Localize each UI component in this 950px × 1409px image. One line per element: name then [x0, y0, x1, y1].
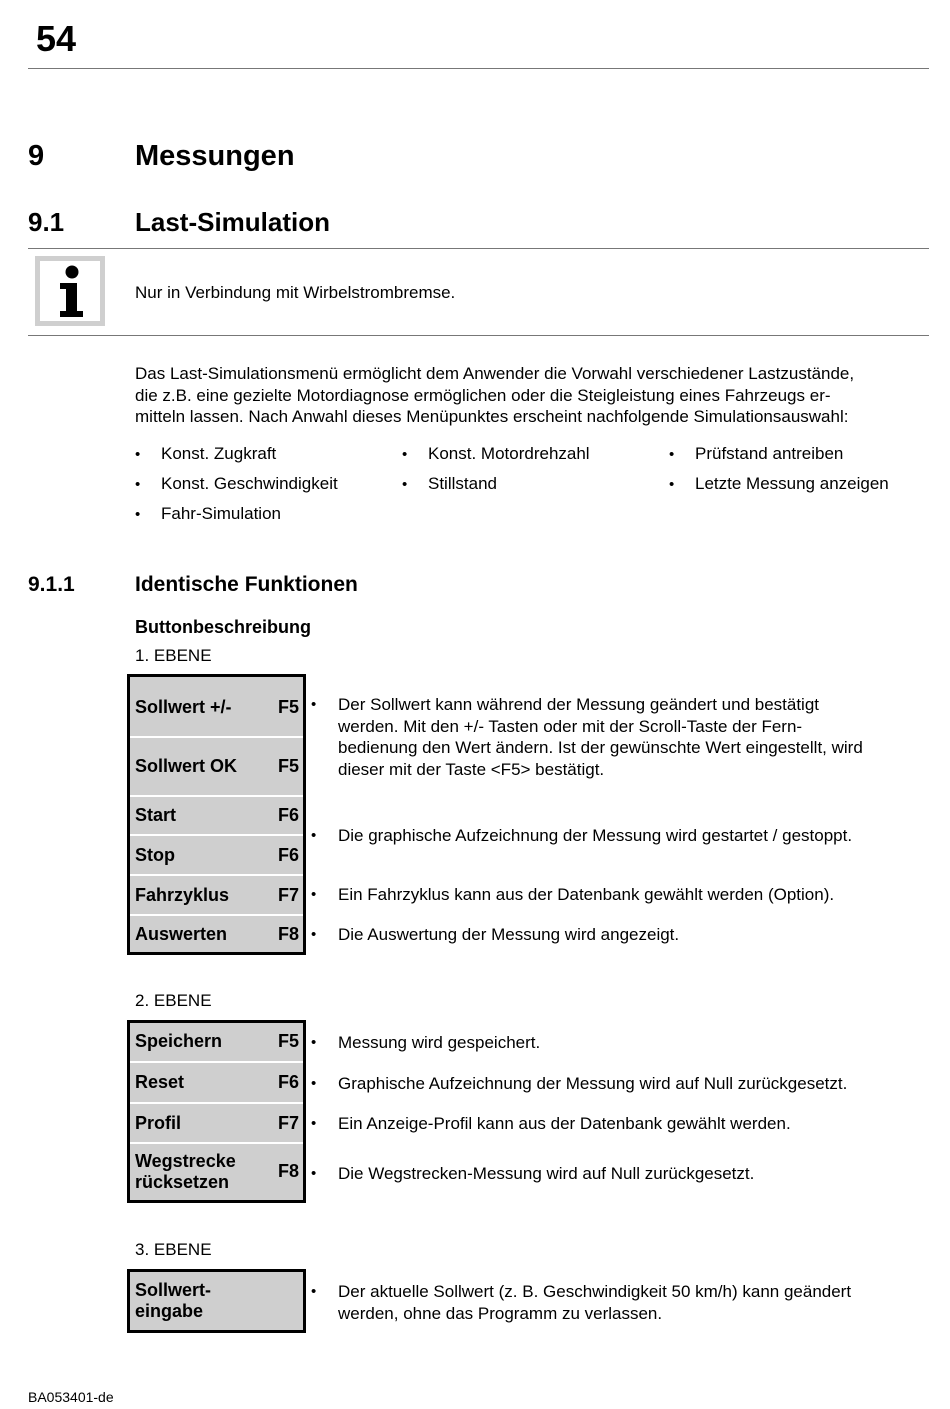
option-item: Konst. Geschwindigkeit — [161, 474, 338, 493]
button-label: Sollwert OK — [135, 756, 238, 776]
button-label: Fahrzyklus — [135, 885, 230, 905]
bullet-icon: • — [402, 476, 408, 493]
button-row — [130, 1104, 303, 1144]
level-label: 2. EBENE — [135, 991, 212, 1010]
section-title: Messungen — [135, 140, 295, 172]
button-label: Start — [135, 805, 177, 825]
function-key: F8 — [277, 924, 299, 944]
button-row — [130, 836, 303, 876]
note-top-rule — [28, 248, 929, 249]
level-label: 3. EBENE — [135, 1240, 212, 1259]
page-number: 54 — [36, 18, 77, 59]
function-key: F5 — [277, 756, 299, 776]
bullet-icon: • — [311, 1115, 317, 1132]
button-label: Wegstrecke rücksetzen — [135, 1151, 236, 1192]
button-row — [130, 1063, 303, 1104]
description: Die Wegstrecken-Messung wird auf Null zurückgesetzt. — [338, 1164, 755, 1183]
level-2-button-table — [127, 1020, 306, 1203]
button-row — [130, 916, 303, 952]
subsection-title: Last-Simulation — [135, 207, 331, 237]
description-line: bedienung den Wert ändern. Ist der gewünschte Wert eingestellt, wird — [338, 738, 863, 757]
header-rule — [28, 68, 929, 69]
intro-line: Das Last-Simulationsmenü ermöglicht dem Anwender die Vorwahl verschiedener Lastzustände, — [135, 364, 855, 383]
section-number: 9 — [28, 140, 45, 172]
button-row — [130, 1144, 303, 1200]
bullet-icon: • — [311, 926, 317, 943]
bullet-icon: • — [311, 886, 317, 903]
note-text: Nur in Verbindung mit Wirbelstrombremse. — [135, 283, 456, 302]
bullet-icon: • — [669, 446, 675, 463]
option-item: Fahr-Simulation — [161, 504, 281, 523]
intro-line: die z.B. eine gezielte Motordiagnose ermöglichen oder die Steigleistung eines Fahrzeugs er- — [135, 385, 831, 405]
bullet-icon: • — [311, 827, 317, 844]
function-key: F6 — [277, 845, 299, 865]
button-label: Stop — [135, 845, 175, 865]
button-row — [130, 1023, 303, 1063]
function-key: F5 — [277, 697, 299, 717]
bullet-icon: • — [135, 506, 141, 523]
bullet-icon: • — [311, 1165, 317, 1182]
option-item: Konst. Motordrehzahl — [428, 444, 590, 463]
option-item: Konst. Zugkraft — [161, 444, 277, 463]
description: Graphische Aufzeichnung der Messung wird auf Null zurückgesetzt. — [338, 1074, 848, 1093]
bullet-icon: • — [135, 476, 141, 493]
intro-line: mitteln lassen. Nach Anwahl dieses Menüpunktes erscheint nachfolgende Simulationsauswahl: — [135, 407, 849, 426]
button-label: Sollwert +/- — [135, 697, 232, 717]
bullet-icon: • — [311, 1075, 317, 1092]
description-line: werden, ohne das Programm zu verlassen. — [338, 1303, 663, 1323]
button-row — [130, 1272, 303, 1330]
function-key: F8 — [277, 1161, 299, 1181]
function-key: F6 — [277, 1072, 299, 1092]
level-1-button-table — [127, 674, 306, 955]
bullet-icon: • — [311, 1283, 317, 1300]
description-line: Der aktuelle Sollwert (z. B. Geschwindigkeit 50 km/h) kann geändert — [338, 1282, 852, 1301]
description: Die graphische Aufzeichnung der Messung wird gestartet / gestoppt. — [338, 826, 853, 845]
note-bottom-rule — [28, 335, 929, 336]
button-row — [130, 876, 303, 916]
info-icon — [35, 256, 105, 326]
description — [338, 694, 928, 780]
option-item: Prüfstand antreiben — [695, 444, 844, 463]
button-label: Sollwert- eingabe — [135, 1280, 212, 1321]
description: Messung wird gespeichert. — [338, 1033, 541, 1052]
description-line: dieser mit der Taste <F5> bestätigt. — [338, 759, 605, 779]
function-key: F7 — [277, 885, 299, 905]
intro-paragraph — [135, 363, 925, 428]
function-key: F7 — [277, 1113, 299, 1133]
button-row — [130, 738, 303, 797]
button-label: Reset — [135, 1072, 185, 1092]
bullet-icon: • — [669, 476, 675, 493]
level-3-button-table — [127, 1269, 306, 1333]
option-item: Letzte Messung anzeigen — [695, 474, 889, 493]
button-row — [130, 677, 303, 738]
button-label: Auswerten — [135, 924, 228, 944]
level-label: 1. EBENE — [135, 646, 212, 665]
description-line: werden. Mit den +/- Tasten oder mit der Scroll-Taste der Fern- — [338, 716, 803, 736]
description — [338, 1281, 928, 1324]
description: Ein Fahrzyklus kann aus der Datenbank gewählt werden (Option). — [338, 885, 835, 904]
button-description-heading: Buttonbeschreibung — [135, 617, 311, 637]
description: Die Auswertung der Messung wird angezeigt. — [338, 925, 680, 944]
bullet-icon: • — [311, 1034, 317, 1051]
subsubsection-number: 9.1.1 — [28, 573, 75, 596]
function-key: F5 — [277, 1031, 299, 1051]
subsection-number: 9.1 — [28, 207, 65, 237]
button-row — [130, 797, 303, 836]
bullet-icon: • — [311, 696, 317, 713]
description: Ein Anzeige-Profil kann aus der Datenbank gewählt werden. — [338, 1114, 791, 1133]
subsubsection-title: Identische Funktionen — [135, 573, 358, 596]
button-label: Profil — [135, 1113, 182, 1133]
option-item: Stillstand — [428, 474, 497, 493]
bullet-icon: • — [402, 446, 408, 463]
description-line: Der Sollwert kann während der Messung geändert und bestätigt — [338, 695, 820, 714]
button-label: Speichern — [135, 1031, 223, 1051]
bullet-icon: • — [135, 446, 141, 463]
function-key: F6 — [277, 805, 299, 825]
document-id: BA053401-de — [28, 1389, 114, 1405]
